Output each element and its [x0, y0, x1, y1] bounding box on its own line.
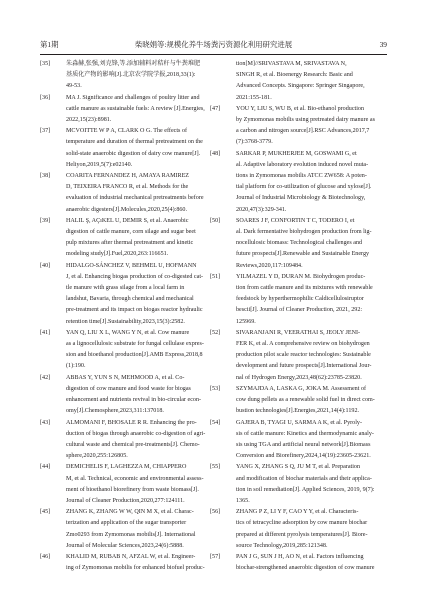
reference-line: tions in Zymomonas mobilis ATCC ZW658: A poten- — [236, 173, 367, 180]
reference-line: cultural waste and chemical pre-treatments[J]. Chemo- — [66, 441, 200, 448]
reference-line: production pilot scale reactor technologies: Sustainable — [236, 352, 371, 359]
reference-line: pre-treatment and its impact on biogas reactor hydraulic — [66, 307, 203, 314]
reference-line: bustion technologies[J].Energies,2021,14(4):1192. — [236, 408, 360, 415]
reference-line: retention time[J].Sustainability,2023,15(3):2582. — [66, 318, 185, 325]
reference-line: bescii[J]. Journal of Cleaner Production, 2021, 292: — [236, 307, 363, 314]
reference-line: by Zymomonas mobilis using pretreated dairy manure as — [236, 117, 375, 124]
reference-line: Heliyon,2019,5(7):e02140. — [66, 161, 133, 168]
reference-line: ZHANG P Z, LI Y F, CAO Y Y, et al. Characteris- — [236, 509, 359, 516]
reference-line: sion and bioethanol production[J].AMB Express,2018,8 — [66, 352, 203, 359]
reference-entry — [40, 216, 221, 261]
reference-number: [39] — [40, 217, 51, 224]
reference-line: J, et al. Enhancing biogas production of co-digested cat- — [66, 273, 204, 280]
reference-line: tion[M]//SRIVASTAVA M, SRIVASTAVA N, — [236, 61, 347, 67]
reference-line: KHALID M, RUBAB N, AFZAL W, et al. Engineer- — [66, 553, 196, 560]
reference-line: prepared at different pyrolysis temperatures[J]. Biore- — [236, 531, 368, 538]
reference-line: sphere,2020,255:126805. — [66, 453, 128, 460]
reference-line: modeling study[J].Fuel,2020,263:116651. — [66, 251, 169, 258]
reference-entry — [40, 507, 221, 552]
reference-line: tics of tetracycline adsorption by cow manure biochar — [236, 520, 368, 527]
reference-line: 49-53. — [66, 83, 82, 90]
reference-number: [56] — [210, 509, 221, 516]
reference-line: sis using TGA and artificial neural network[J].Biomass — [236, 441, 371, 448]
reference-entry — [210, 272, 388, 328]
reference-line: biochar-strengthened anaerobic digestion of cow manure — [236, 565, 375, 572]
references-right-column — [210, 59, 388, 574]
reference-entry — [40, 261, 221, 328]
reference-line: tle manure with grass silage from a local farm in — [66, 285, 185, 292]
reference-line: SARKAR P, MUKHERJEE M, GOSWAMI G, et — [236, 150, 357, 157]
reference-line: COARITA FERNANDEZ H, AMAYA RAMIREZ — [66, 173, 190, 180]
reference-line: feedstock by hyperthermophilic Caldicellulosiruptor — [236, 296, 364, 303]
reference-line: landshut, Bavaria, through chemical and mechanical — [66, 296, 194, 303]
reference-entry — [210, 507, 388, 552]
reference-line: source Technology,2019,285:121348. — [236, 542, 328, 549]
reference-entry — [40, 373, 221, 418]
reference-line: cattle manure as sustainable fuels: A review [J].Energies, — [66, 105, 205, 112]
reference-line: tion in soil remediation[J]. Applied Sciences, 2019, 9(7): — [236, 486, 375, 493]
reference-line: Journal of Molecular Sciences,2023,24(6):5888. — [66, 542, 184, 549]
reference-line: YOU Y, LIU S, WU B, et al. Bio-ethanol production — [236, 105, 365, 112]
reference-line: 125969. — [236, 318, 256, 325]
reference-line: 2022,15(23):8981. — [66, 117, 112, 124]
reference-line: 2020,47(3):329-341. — [236, 206, 287, 213]
reference-line: HALIL Ş, AÇıKEL U, DEMIR S, et al. Anaerobic — [66, 217, 189, 224]
reference-entry — [210, 216, 388, 272]
header-rule — [40, 54, 387, 55]
reference-line: development and future prospects[J].International Jour- — [236, 363, 372, 370]
reference-line: 朱淼赫,张强,刘克锋,等.添加辅料对秸秆与牛粪堆肥 — [66, 61, 201, 67]
reference-line: solid-state anaerobic digestion of dairy cow manure[J]. — [66, 150, 201, 157]
reference-line: pulp mixtures after thermal pretreatment and kinetic — [66, 240, 194, 247]
reference-entry — [210, 328, 388, 384]
reference-number: [53] — [210, 385, 221, 392]
reference-number: [44] — [40, 464, 51, 471]
reference-line: nocellulosic biomass: Technological challenges and — [236, 240, 363, 247]
page-header — [40, 40, 387, 52]
reference-line: Journal of Cleaner Production,2020,277:124111. — [66, 497, 185, 504]
reference-line: al. Dark fermentative biohydrogen production from lig- — [236, 229, 372, 236]
page-number: 39 — [379, 40, 387, 49]
reference-line: YILMAZEL Y D, DURAN M. Biohydrogen produc- — [236, 273, 366, 280]
reference-entry — [40, 93, 221, 127]
reference-line: digestion of cow manure and food waste for biogas — [66, 385, 191, 392]
reference-line: tion from cattle manure and its mixtures with renewable — [236, 285, 373, 292]
reference-line: SZYMAJDA A, LASKA G, JOKA M. Assessment of — [236, 385, 367, 392]
reference-line: temperature and duration of thermal pretreatment on the — [66, 139, 203, 146]
reference-line: ing of Zymomonas mobilis for enhanced biofuel produc- — [66, 565, 205, 572]
reference-entry — [210, 104, 388, 149]
reference-number: [41] — [40, 329, 51, 336]
reference-number: [55] — [210, 464, 221, 471]
issue-label: 第1期 — [40, 40, 59, 49]
reference-entry — [210, 384, 388, 418]
reference-line: and modification of biochar materials and their applica- — [236, 475, 372, 482]
reference-entry — [210, 149, 388, 216]
reference-entry — [40, 126, 221, 171]
reference-number: [52] — [210, 329, 221, 336]
reference-entry — [210, 462, 388, 507]
reference-number: [35] — [40, 61, 51, 67]
reference-line: GAJERA B, TYAGI U, SARMA A K, et al. Pyroly- — [236, 419, 363, 426]
reference-line: duction of biogas through anaerobic co-digestion of agri- — [66, 430, 206, 437]
reference-entry — [40, 462, 221, 507]
reference-entry — [40, 418, 221, 463]
reference-line: 1365. — [236, 497, 250, 504]
reference-line: al. Adaptive laboratory evolution induced novel muta- — [236, 161, 369, 168]
reference-number: [47] — [210, 105, 221, 112]
running-title: 柴晓娟等:规模化养牛场粪污资源化利用研究进展 — [134, 40, 293, 49]
reference-line: D, TEIXEIRA FRANCO R, et al. Methods for the — [66, 184, 189, 191]
reference-line: Reviews,2020,117:109484. — [236, 262, 303, 269]
reference-line: (7):3768-3779. — [236, 139, 273, 146]
reference-line: nal of Hydrogen Energy,2023,48(62):23785-23820. — [236, 374, 362, 381]
reference-number: [40] — [40, 262, 51, 269]
reference-number: [37] — [40, 128, 51, 135]
reference-line: tial platform for co-utilization of glucose and xylose[J]. — [236, 184, 372, 191]
reference-entry — [40, 171, 218, 216]
reference-number: [57] — [210, 553, 221, 560]
reference-line: evaluation of industrial mechanical pretreatments before — [66, 195, 204, 202]
reference-line: ALMOMANI F, BHOSALE R R. Enhancing the pro- — [66, 419, 197, 426]
reference-line: future prospects[J].Renewable and Sustainable Energy — [236, 251, 370, 258]
reference-number: [51] — [210, 273, 221, 280]
reference-line: terization and application of the sugar transporter — [66, 520, 187, 527]
reference-number: [38] — [40, 173, 51, 180]
reference-line: YANG X, ZHANG S Q, JU M T, et al. Preparation — [236, 464, 361, 471]
reference-line: YAN Q, LIU X L, WANG Y N, et al. Cow manure — [66, 329, 190, 336]
reference-line: Journal of Industrial Microbiology & Biotechnology, — [236, 195, 366, 202]
reference-line: as a lignocellulosic substrate for fungal cellulase expres- — [66, 341, 204, 348]
reference-number: [46] — [40, 553, 51, 560]
reference-line: SOARES J F, CONFORTIN T C, TODERO I, et — [236, 217, 355, 224]
reference-line: Zmo0293 from Zymomonas mobilis[J]. International — [66, 531, 196, 538]
reference-line: omy[J].Chemosphere,2023,311:137018. — [66, 408, 164, 415]
reference-number: [43] — [40, 419, 51, 426]
reference-line: PAN J G, SUN J H, AO N, et al. Factors influencing — [236, 553, 364, 560]
reference-number: [45] — [40, 509, 51, 516]
reference-line: a carbon and nitrogen source[J].RSC Advances,2017,7 — [236, 128, 370, 135]
reference-line: anaerobic digesters[J].Molecules,2020,25(4):860. — [66, 206, 187, 213]
reference-line: Advanced Concepts. Singapore: Springer Singapore, — [236, 83, 365, 90]
reference-line: HIDALGO-SÁNCHEZ V, BEHMEL U, HOFMANN — [66, 262, 197, 269]
reference-line: 基质化产物的影响[J].北京农学院学报,2018,33(1): — [66, 72, 196, 79]
reference-entry — [210, 59, 388, 104]
reference-line: digestion of cattle manure, corn silage and sugar beet — [66, 229, 196, 236]
reference-line: MA J. Significance and challenges of poultry litter and — [66, 94, 200, 101]
reference-line: ment of bioethanol biorefinery from waste biomass[J]. — [66, 486, 199, 493]
reference-line: ZHANG K, ZHANG W W, QIN M X, et al. Charac- — [66, 509, 194, 516]
reference-number: [50] — [210, 217, 221, 224]
reference-entry — [210, 552, 388, 574]
reference-line: SIVARANJANI R, VEERATHAI S, JEOLY JENI- — [236, 329, 361, 336]
reference-line: ABBAS Y, YUN S N, MEHMOOD A, et al. Co- — [66, 374, 185, 381]
reference-number: [36] — [40, 94, 51, 101]
reference-line: Conversion and Biorefinery,2024,14(19):23605-23621. — [236, 453, 371, 460]
reference-line: FER K, et al. A comprehensive review on biohydrogen — [236, 341, 370, 348]
reference-entry — [210, 418, 388, 463]
reference-line: (1):190. — [66, 363, 86, 370]
reference-line: cow dung pellets as a renewable solid fuel in direct com- — [236, 397, 375, 404]
reference-entry — [40, 552, 221, 574]
reference-entry — [40, 328, 221, 373]
reference-number: [48] — [210, 150, 221, 157]
reference-line: M, et al. Technical, economic and environmental assess- — [66, 475, 204, 482]
reference-number: [54] — [210, 419, 221, 426]
reference-line: DEMICHELIS F, LAGHEZZA M, CHIAPPERO — [66, 464, 187, 471]
reference-line: MCVOITTE W P A, CLARK O G. The effects of — [66, 128, 188, 135]
reference-line: SINGH R, et al. Bioenergy Research: Basic and — [236, 72, 353, 79]
references-left-column — [40, 59, 221, 574]
reference-line: enhancement and nutrients revival in bio-circular econ- — [66, 397, 202, 404]
reference-line: sis of cattle manure: Kinetics and thermodynamic analy- — [236, 430, 374, 437]
reference-line: 2021:155-181. — [236, 94, 272, 101]
reference-entry — [40, 59, 218, 93]
reference-number: [42] — [40, 374, 51, 381]
